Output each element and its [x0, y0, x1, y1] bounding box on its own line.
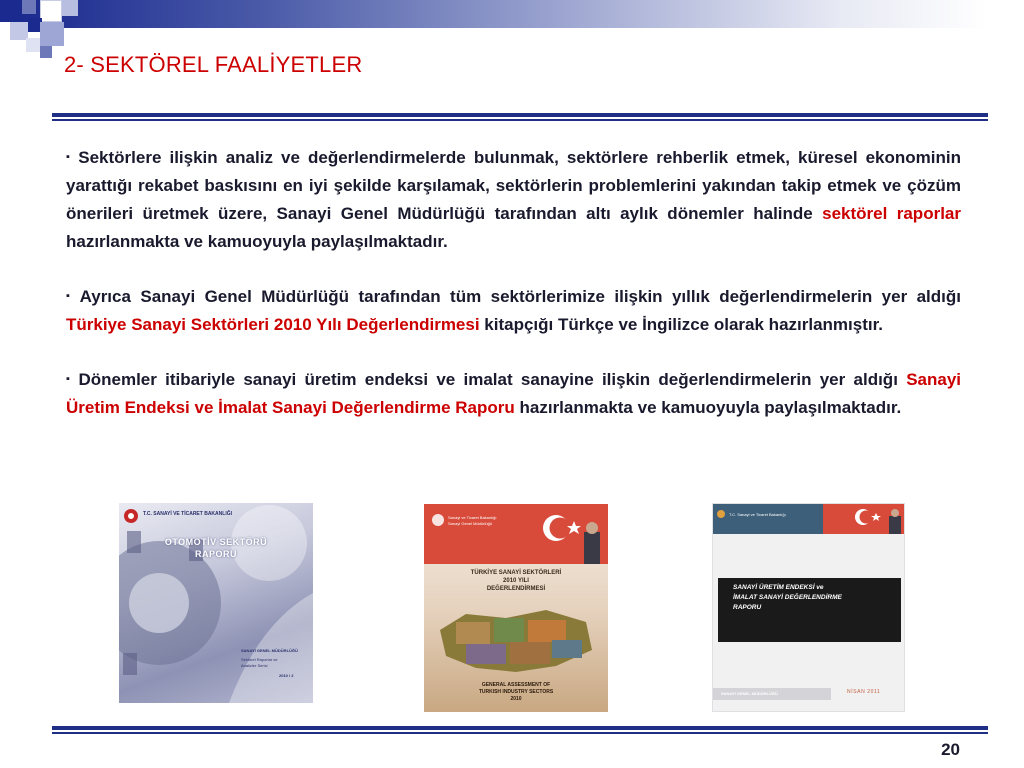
otomotiv-title-line2: RAPORU [194, 549, 237, 559]
title-divider-thin [52, 119, 988, 121]
sectors-assessment-cover [424, 504, 608, 712]
otomotiv-footer-line3: Analizler Serisi [241, 663, 268, 668]
sectors-title-line3: DEĞERLENDİRMESİ [486, 586, 546, 592]
otomotiv-header: T.C. SANAYİ VE TİCARET BAKANLIĞI [143, 511, 232, 517]
slide-title: 2- SEKTÖREL FAALİYETLER [64, 52, 363, 77]
sectors-subtitle-line1: GENERAL ASSESSMENT OF [481, 682, 551, 688]
page-number: 20 [941, 740, 960, 759]
otomotiv-footer-line1: SANAYİ GENEL MÜDÜRLÜĞÜ [241, 648, 298, 653]
sectors-header-line1: Sanayi ve Ticaret Bakanlığı [448, 515, 497, 520]
highlight-text: sektörel raporlar [822, 204, 961, 223]
header-banner-icon [424, 504, 608, 564]
highlight-text: Türkiye Sanayi Sektörleri 2010 Yılı Değerlendirmesi [66, 315, 480, 334]
paragraph-text: kitapçığı Türkçe ve İngilizce olarak hazırlanmıştır. [479, 315, 883, 334]
otomotiv-title-line1: OTOMOTİV SEKTÖRÜ [164, 537, 268, 547]
sectors-title-line2: 2010 YILI [503, 578, 529, 584]
paragraph-annual-assessment [66, 282, 961, 339]
index-footer-right: NİSAN 2011 [847, 689, 881, 695]
turkey-map-collage-icon [436, 600, 596, 680]
paragraph-text: Ayrıca Sanayi Genel Müdürlüğü tarafından tüm sektörlerimize ilişkin yıllık değerlendirmelerin yer aldığı [79, 287, 961, 306]
sectors-subtitle-line2: TURKISH INDUSTRY SECTORS [478, 689, 554, 695]
sectors-header-line2: Sanayi Genel Müdürlüğü [448, 521, 493, 526]
paragraph-text: hazırlanmakta ve kamuoyuyla paylaşılmaktadır. [66, 232, 448, 251]
title-divider-thick [52, 113, 988, 117]
highlight-text: Sanayi Üretim Endeksi ve İmalat Sanayi Değerlendirme Raporu [66, 370, 961, 417]
ministry-emblem-icon [123, 508, 139, 524]
index-title-line1: SANAYİ ÜRETİM ENDEKSİ ve [733, 584, 824, 591]
otomotiv-footer-line4: 2010 / 2 [279, 673, 294, 678]
square-bullet-icon: ▪ [66, 151, 74, 163]
footer-divider-thick [52, 726, 988, 730]
paragraph-production-index [66, 365, 961, 422]
index-footer-left: SANAYİ GENEL MÜDÜRLÜĞÜ [713, 688, 831, 700]
index-title-line2: İMALAT SANAYİ DEĞERLENDİRME [733, 594, 842, 601]
otomotiv-report-cover [119, 503, 313, 703]
square-bullet-icon: ▪ [66, 373, 74, 385]
paragraph-sectoral-reports [66, 143, 961, 256]
header-gradient-bar [20, 0, 988, 28]
footer-divider-thin [52, 732, 988, 734]
sectors-subtitle-line3: 2010 [510, 696, 522, 702]
production-index-cover [712, 503, 905, 712]
square-bullet-icon: ▪ [66, 290, 75, 302]
index-header: T.C. Sanayi ve Ticaret Bakanlığı [729, 512, 786, 517]
index-title-line3: RAPORU [733, 604, 762, 611]
paragraph-text: hazırlanmakta ve kamuoyuyla paylaşılmaktadır. [514, 398, 902, 417]
slide-body [66, 143, 961, 448]
header-banner-icon [713, 504, 905, 534]
paragraph-text: Dönemler itibariyle sanayi üretim endeksi ve imalat sanayine ilişkin değerlendirmelerin yer aldığı [78, 370, 907, 389]
sectors-title-line1: TÜRKİYE SANAYİ SEKTÖRLERİ [470, 570, 562, 576]
otomotiv-footer-line2: Sektörel Raporlar ve [241, 657, 278, 662]
paragraph-text: Sektörlere ilişkin analiz ve değerlendirmelerde bulunmak, sektörlere rehberlik etmek, küresel ekonominin yarattığı rekabet baskısını en iyi şekilde karşılamak, sektörlerin problemlerini yakından takip etmek ve çözüm önerileri üretmek üzere, Sanayi Genel Müdürlüğü tarafından altı aylık dönemler halinde [66, 148, 961, 223]
